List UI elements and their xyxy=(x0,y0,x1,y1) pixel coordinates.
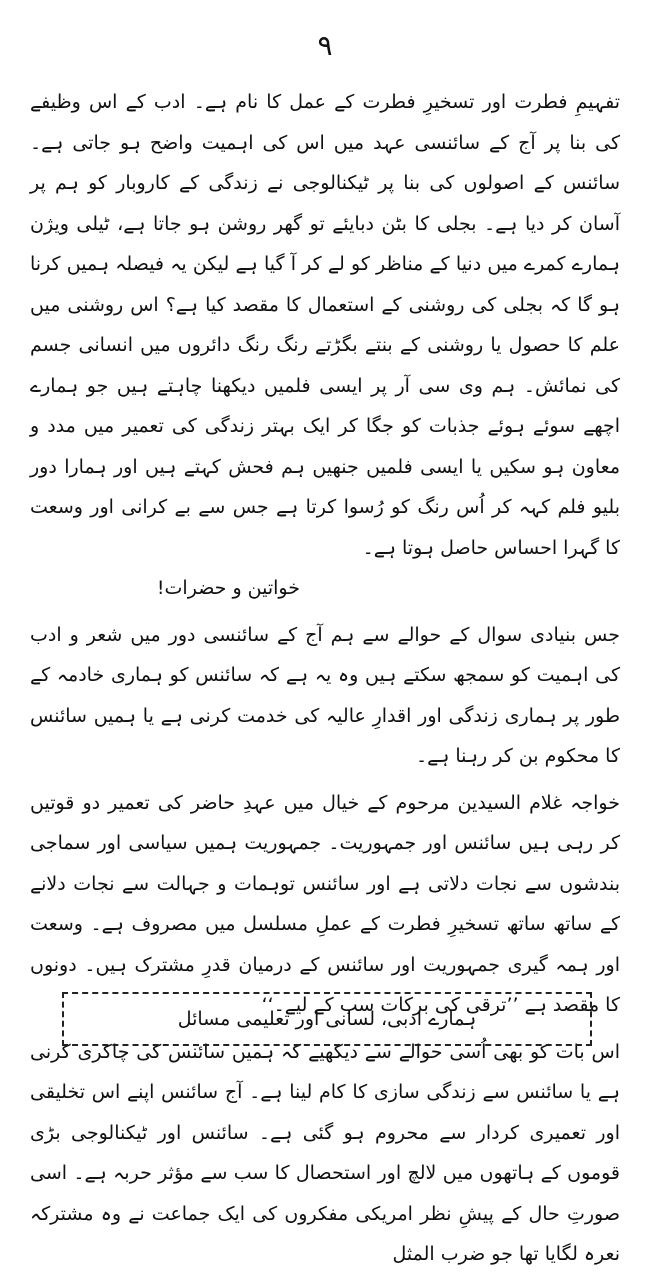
paragraph-1: تفہیمِ فطرت اور تسخیرِ فطرت کے عمل کا نام ہے۔ ادب کے اس وظیفے کی بنا پر آج کے سائنسی عہد میں اس کی اہمیت واضح ہو جاتی ہے۔ سائنس کے اصولوں کی بنا پر ٹیکنالوجی نے زندگی کے کاروبار کو ہم پر آسان کر دیا ہے۔ بجلی کا بٹن دبایئے تو گھر روشن ہو جاتا ہے، ٹیلی ویژن ہمارے کمرے میں دنیا کے مناظر کو لے کر آ گیا ہے لیکن یہ فیصلہ ہمیں کرنا ہو گا کہ بجلی کی روشنی کے استعمال کا مقصد کیا ہے؟ اس روشنی میں علم کا حصول یا روشنی کے بنتے بگڑتے رنگ رنگ دائروں میں انسانی جسم کی نمائش۔ ہم وی سی آر پر ایسی فلمیں دیکھنا چاہتے ہیں جو ہمارے اچھے سوئے ہوئے جذبات کو جگا کر ایک بہتر زندگی کی تعمیر میں مدد و معاون ہو سکیں یا ایسی فلمیں جنھیں ہم فحش کہتے ہیں اور ہمارا دور بلیو فلم کہہ کر اُس رنگ کو رُسوا کرتا ہے جس سے بے کرانی اور وسعت کا گہرا احساس حاصل ہوتا ہے۔ xyxy=(30,91,620,559)
running-footer-title: ہمارے ادبی، لسانی اور تعلیمی مسائل xyxy=(177,1008,477,1030)
salutation: خواتین و حضرات! xyxy=(156,577,300,599)
body-text xyxy=(30,82,620,1275)
page-number: ٩ xyxy=(317,29,333,62)
paragraph-4: اس بات کو بھی اُسی حوالے سے دیکھیے کہ ہمیں سائنس کی چاکری کرنی ہے یا سائنس سے زندگی سازی کا کام لینا ہے۔ آج سائنس اپنے اس تخلیقی اور تعمیری کردار سے محروم ہو گئی ہے۔ سائنس اور ٹیکنالوجی بڑی قوموں کے ہاتھوں میں لالچ اور استحصال کا سب سے مؤثر حربہ ہے۔ اسی صورتِ حال کے پیشِ نظر امریکی مفکروں کی ایک جماعت نے وہ مشترکہ نعرہ لگایا تھا جو ضرب المثل xyxy=(30,1040,620,1265)
paragraph-3: خواجہ غلام السیدین مرحوم کے خیال میں عہدِ حاضر کی تعمیر دو قوتیں کر رہی ہیں سائنس اور جمہوریت۔ جمہوریت ہمیں سیاسی اور سماجی بندشوں سے نجات دلاتی ہے اور سائنس توہمات و جہالت سے نجات دلانے کے ساتھ ساتھ تسخیرِ فطرت کے عملِ مسلسل میں مصروف ہے۔ وسعت اور ہمہ گیری جمہوریت اور سائنس کے درمیان قدرِ مشترک ہیں۔ دونوں کا مقصد ہے ’’ترقی کی برکات سب کے لیے۔‘‘ xyxy=(30,791,620,1016)
running-footer-box xyxy=(62,992,592,1046)
paragraph-2: جس بنیادی سوال کے حوالے سے ہم آج کے سائنسی دور میں شعر و ادب کی اہمیت کو سمجھ سکتے ہیں وہ یہ ہے کہ سائنس کو ہماری خادمہ کے طور پر ہماری زندگی اور اقدارِ عالیہ کی خدمت کرنی ہے یا ہمیں سائنس کا محکوم بن کر رہنا ہے۔ xyxy=(30,623,620,767)
